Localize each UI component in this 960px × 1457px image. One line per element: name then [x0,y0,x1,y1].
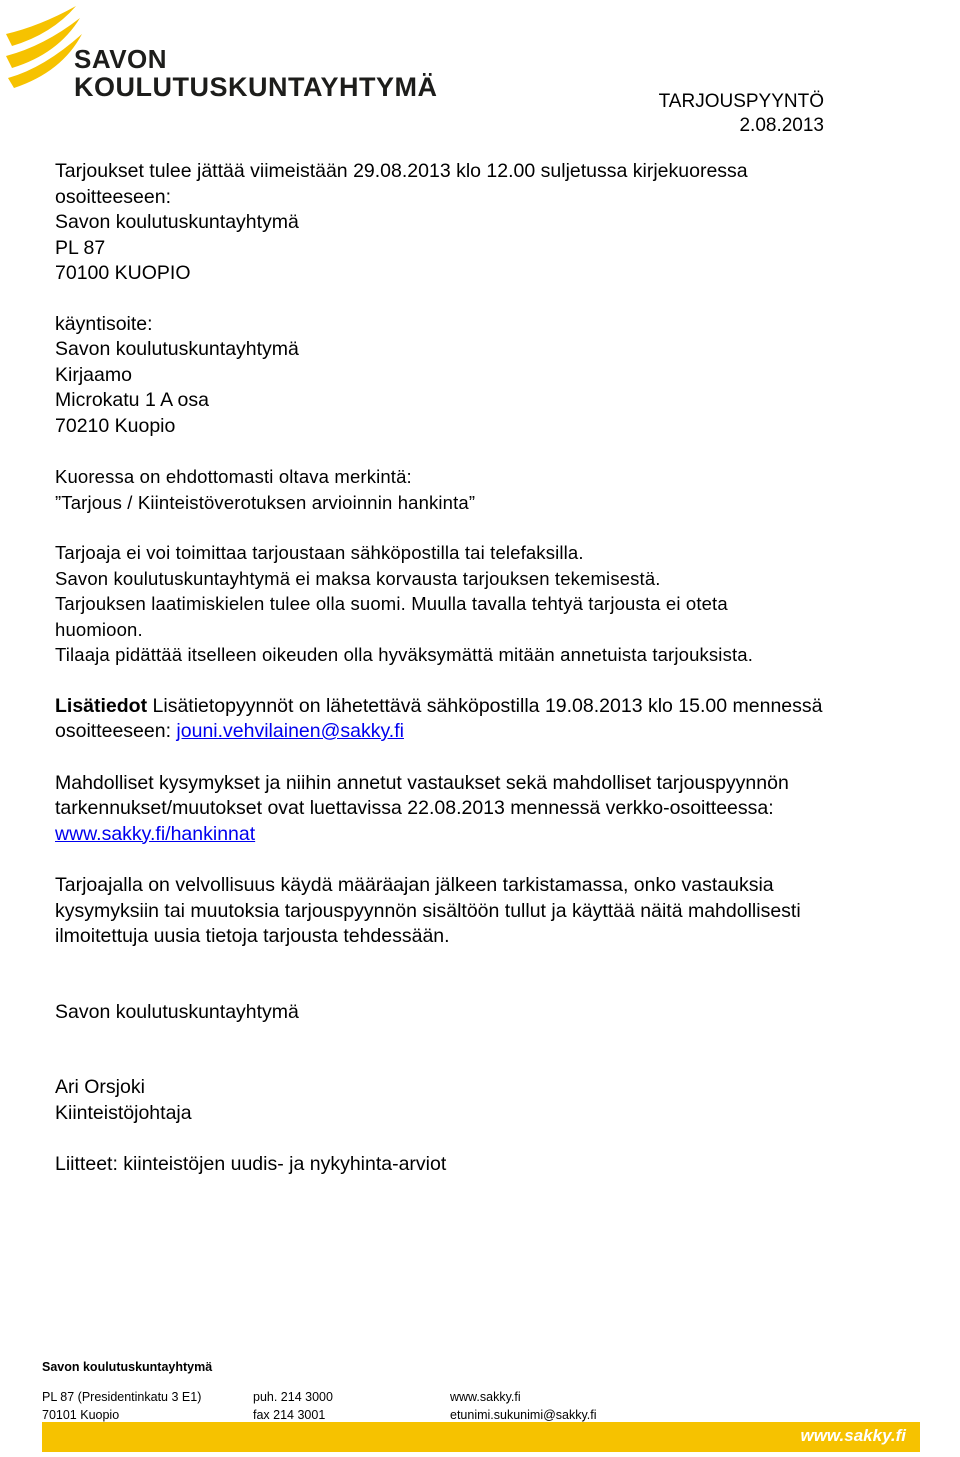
page-footer [42,1358,597,1424]
organization-logo [0,0,438,110]
footer-org: Savon koulutuskuntayhtymä [42,1360,213,1374]
footer-city: 70101 Kuopio [42,1408,120,1422]
document-type: TARJOUSPYYNTÖ [658,91,824,112]
rules-line-5: Tilaaja pidättää itselleen oikeuden olla hyväksymättä mitään annetuista tarjouksista. [55,644,753,665]
info-email-link[interactable]: jouni.vehvilainen@sakky.fi [176,720,404,742]
footer-row-1 [42,1388,597,1406]
questions-url-link[interactable]: www.sakky.fi/hankinnat [55,822,256,845]
questions-line-1: Mahdolliset kysymykset ja niihin annetut vastaukset sekä mahdolliset tarjouspyynnön [55,771,789,794]
info-paragraph-2 [55,719,905,745]
footer-website: www.sakky.fi [450,1390,521,1404]
signature-name: Ari Orsjoki [55,1076,145,1098]
rules-line-2: Savon koulutuskuntayhtymä ei maksa korvausta tarjouksen tekemisestä. [55,567,661,589]
logo-line-1: SAVON [74,44,168,74]
rules-line-4: huomioon. [55,618,143,640]
address-po: PL 87 [55,236,106,259]
visit-org: Savon koulutuskuntayhtymä [55,338,299,360]
address-intro-2: osoitteeseen: [55,185,172,208]
address-org: Savon koulutuskuntayhtymä [55,211,299,233]
info-paragraph [55,694,905,720]
duty-line-2: kysymyksiin tai muutoksia tarjouspyynnön sisältöön tullut ja käyttää näitä mahdollisesti [55,899,801,922]
visit-city: 70210 Kuopio [55,414,176,437]
duty-line-1: Tarjoajalla on velvollisuus käydä määräajan jälkeen tarkistamassa, onko vastauksia [55,874,774,896]
info-label: Lisätiedot [55,694,148,717]
visit-dept: Kirjaamo [55,363,132,386]
footer-bar-url: www.sakky.fi [800,1426,906,1445]
signature-title: Kiinteistöjohtaja [55,1101,192,1124]
duty-line-3: ilmoitettuja uusia tietoja tarjousta tehdessään. [55,925,450,947]
footer-phone: puh. 214 3000 [253,1390,333,1404]
logo-line-2: KOULUTUSKUNTAYHTYMÄ [74,72,438,102]
visit-street: Microkatu 1 A osa [55,389,209,411]
footer-brand-bar [42,1422,920,1452]
address-city: 70100 KUOPIO [55,262,191,284]
rules-line-1: Tarjoaja ei voi toimittaa tarjoustaan sähköpostilla tai telefaksilla. [55,542,584,563]
envelope-line-1: Kuoressa on ehdottomasti oltava merkintä: [55,466,412,487]
address-intro-1: Tarjoukset tulee jättää viimeistään 29.08.2013 klo 12.00 suljetussa kirjekuoressa [55,160,748,182]
footer-fax: fax 214 3001 [253,1408,326,1422]
info-text-1: Lisätietopyynnöt on lähetettävä sähköpostilla 19.08.2013 klo 15.00 mennessä [147,694,823,717]
footer-address: PL 87 (Presidentinkatu 3 E1) [42,1390,202,1404]
signature-org: Savon koulutuskuntayhtymä [55,1000,299,1023]
visit-label: käyntisoite: [55,312,153,335]
document-header [659,90,824,138]
attachments: Liitteet: kiinteistöjen uudis- ja nykyhinta-arviot [55,1153,447,1175]
letter-body [55,159,905,1178]
info-text-2: osoitteeseen: [55,720,177,742]
footer-email: etunimi.sukunimi@sakky.fi [450,1408,597,1422]
document-date: 2.08.2013 [739,115,824,136]
rules-line-3: Tarjouksen laatimiskielen tulee olla suomi. Muulla tavalla tehtyä tarjousta ei oteta [55,593,728,614]
questions-line-2: tarkennukset/muutokset ovat luettavissa 22.08.2013 mennessä verkko-osoitteessa: [55,797,774,819]
envelope-line-2: ”Tarjous / Kiinteistöverotuksen arvioinnin hankinta” [55,491,476,513]
